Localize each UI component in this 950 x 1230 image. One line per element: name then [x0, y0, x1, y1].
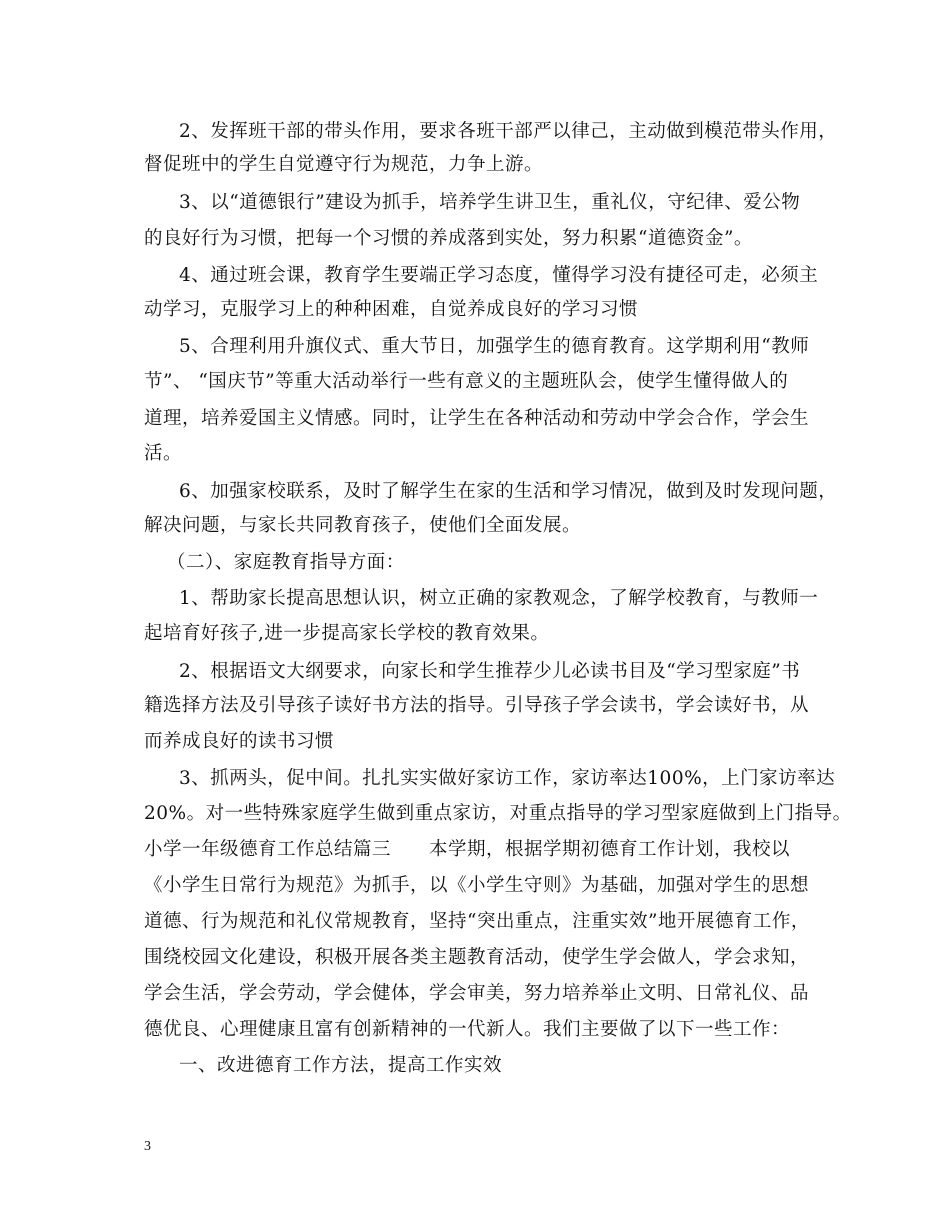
paragraph-line: 节”、 “国庆节”等重大活动举行一些有意义的主题班队会，使学生懂得做人的	[144, 371, 789, 392]
paragraph-line: 6、加强家校联系，及时了解学生在家的生活和学习情况，做到及时发现问题，	[179, 481, 838, 502]
paragraph-line: 3、以“道德银行”建设为抓手，培养学生讲卫生，重礼仪，守纪律、爱公物	[179, 192, 801, 213]
paragraph-line: 道德、行为规范和礼仪常规教育，坚持“突出重点，注重实效”地开展德育工作，	[144, 911, 810, 932]
paragraph-line: 小学一年级德育工作总结篇三 本学期，根据学期初德育工作计划，我校以	[144, 839, 791, 860]
paragraph-line: 20%。对一些特殊家庭学生做到重点家访，对重点指导的学习型家庭做到上门指导。	[144, 803, 852, 824]
paragraph-line: 《小学生日常行为规范》为抓手，以《小学生守则》为基础，加强对学生的思想	[144, 875, 810, 896]
page-number: 3	[144, 1139, 151, 1154]
paragraph-line: 道理，培养爱国主义情感。同时，让学生在各种活动和劳动中学会合作，学会生	[144, 408, 810, 429]
paragraph-line: 动学习，克服学习上的种种困难，自觉养成良好的学习习惯	[144, 299, 639, 320]
paragraph-line: 活。	[144, 443, 183, 464]
paragraph-line: 而养成良好的读书习惯	[144, 731, 335, 752]
section-heading: （二）、家庭教育指导方面：	[167, 552, 405, 573]
paragraph-line: 督促班中的学生自觉遵守行为规范，力争上游。	[144, 154, 544, 175]
paragraph-line: 5、合理利用升旗仪式、重大节日，加强学生的德育教育。这学期利用“教师	[179, 336, 810, 357]
paragraph-line: 2、根据语文大纲要求，向家长和学生推荐少儿必读书目及“学习型家庭”书	[179, 661, 801, 682]
paragraph-line: 1、帮助家长提高思想认识，树立正确的家教观念，了解学校教育，与教师一	[179, 588, 819, 609]
paragraph-line: 德优良、心理健康且富有创新精神的一代新人。我们主要做了以下一些工作：	[144, 1019, 791, 1040]
paragraph-line: 解决问题，与家长共同教育孩子，使他们全面发展。	[144, 515, 582, 536]
paragraph-line: 4、通过班会课，教育学生要端正学习态度，懂得学习没有捷径可走，必须主	[179, 265, 819, 286]
paragraph-line: 学会生活，学会劳动，学会健体，学会审美，努力培养举止文明、日常礼仪、品	[144, 983, 810, 1004]
paragraph-line: 围绕校园文化建设，积极开展各类主题教育活动，使学生学会做人，学会求知，	[144, 947, 810, 968]
section-heading: 一、改进德育工作方法，提高工作实效	[179, 1055, 503, 1076]
paragraph-line: 2、发挥班干部的带头作用，要求各班干部严以律己，主动做到模范带头作用，	[179, 121, 838, 142]
paragraph-line: 3、抓两头，促中间。扎扎实实做好家访工作，家访率达100%，上门家访率达	[179, 768, 836, 789]
paragraph-line: 的良好行为习惯，把每一个习惯的养成落到实处，努力积累“道德资金”。	[144, 228, 753, 249]
paragraph-line: 起培育好孩子,进一步提高家长学校的教育效果。	[144, 623, 550, 644]
paragraph-line: 籍选择方法及引导孩子读好书方法的指导。引导孩子学会读书，学会读好书，从	[144, 695, 810, 716]
